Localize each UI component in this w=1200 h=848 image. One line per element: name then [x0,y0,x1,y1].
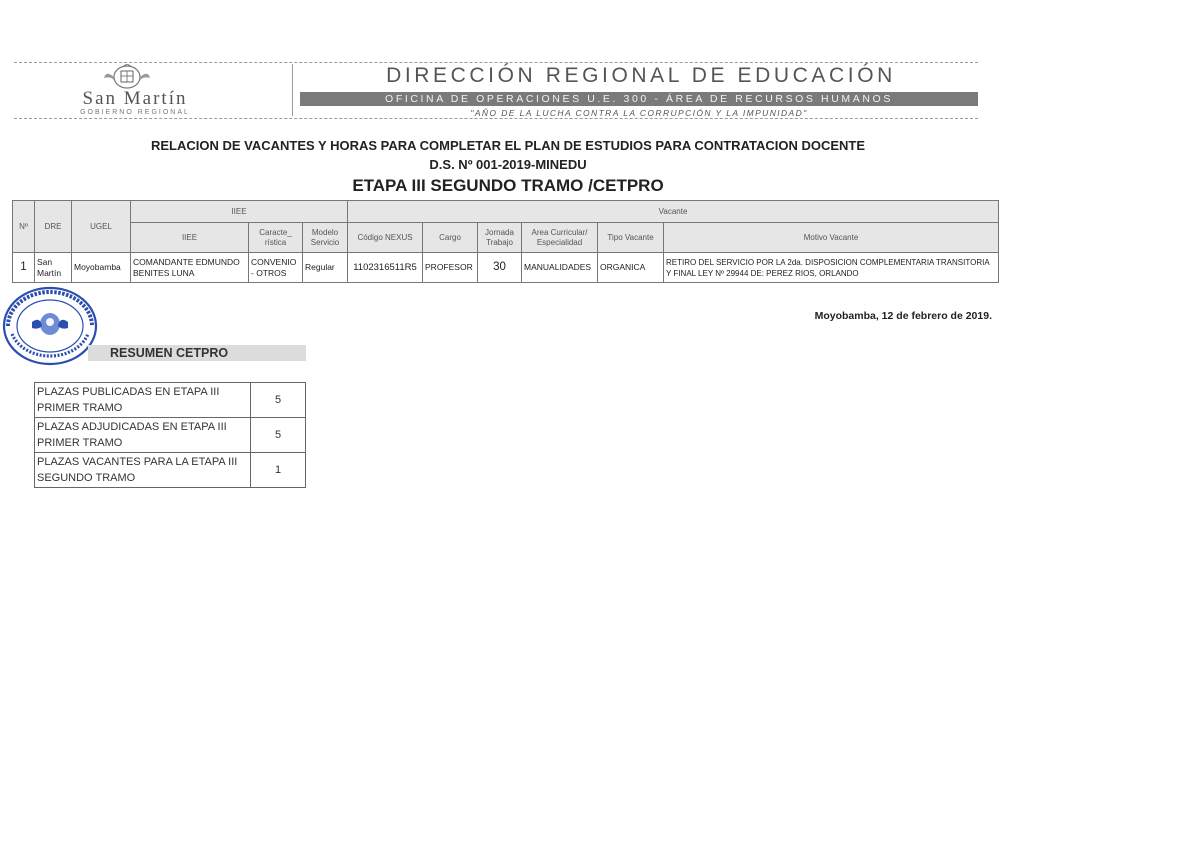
summary-label: PLAZAS PUBLICADAS EN ETAPA III PRIMER TRAMO [35,383,251,418]
summary-title: RESUMEN CETPRO [88,345,306,361]
summary-value: 1 [251,453,306,488]
summary-label: PLAZAS ADJUDICADAS EN ETAPA III PRIMER TRAMO [35,418,251,453]
header-vacante-group: Vacante [348,201,999,223]
header-modelo: Modelo Servicio [303,223,348,253]
cell-num: 1 [13,253,35,283]
cell-area: MANUALIDADES [522,253,598,283]
cell-ugel: Moyobamba [72,253,131,283]
header-iiee: IIEE [131,223,249,253]
header-dre: DRE [35,201,72,253]
header-divider [292,64,293,116]
header-ugel: UGEL [72,201,131,253]
table-header-row [13,223,999,253]
cell-dre: San Martín [35,253,72,283]
header-tipo: Tipo Vacante [598,223,664,253]
table-row [13,253,999,283]
summary-table [34,382,306,488]
summary-row [35,453,306,488]
summary-value: 5 [251,418,306,453]
cell-modelo: Regular [303,253,348,283]
header-bottom-rule [14,118,978,119]
table-header-row-group [13,201,999,223]
cell-jornada: 30 [478,253,522,283]
header-top-rule [14,62,978,63]
header-codigo: Código NEXUS [348,223,423,253]
document-title: RELACION DE VACANTES Y HORAS PARA COMPLETAR EL PLAN DE ESTUDIOS PARA CONTRATACION DOCENTE [150,138,866,153]
cell-tipo: ORGANICA [598,253,664,283]
cell-motivo: RETIRO DEL SERVICIO POR LA 2da. DISPOSICION COMPLEMENTARIA TRANSITORIA Y FINAL LEY Nº 29944 DE: PEREZ RIOS, ORLANDO [664,253,999,283]
cell-cargo: PROFESOR [423,253,478,283]
summary-row [35,383,306,418]
date-line: Moyobamba, 12 de febrero de 2019. [814,310,992,322]
header-area: Area Curricular/ Especialidad [522,223,598,253]
logo-subtitle: GOBIERNO REGIONAL [80,109,190,116]
decree-reference: D.S. Nº 001-2019-MINEDU [429,157,587,172]
header-iiee-group: IIEE [131,201,348,223]
summary-value: 5 [251,383,306,418]
header-cargo: Cargo [423,223,478,253]
summary-label: PLAZAS VACANTES PARA LA ETAPA III SEGUNDO TRAMO [35,453,251,488]
institution-title: DIRECCIÓN REGIONAL DE EDUCACIÓN [386,64,896,87]
summary-row [35,418,306,453]
header-num: Nº [13,201,35,253]
cell-caracteristica: CONVENIO - OTROS [249,253,303,283]
header-caracteristica: Caracte_ rística [249,223,303,253]
vacancies-table [12,200,999,283]
logo-name: San Martín [82,88,188,109]
coat-of-arms-icon [102,64,152,90]
stage-title: ETAPA III SEGUNDO TRAMO /CETPRO [352,176,664,195]
cell-iiee: COMANDANTE EDMUNDO BENITES LUNA [131,253,249,283]
year-motto: "AÑO DE LA LUCHA CONTRA LA CORRUPCIÓN Y LA IMPUNIDAD" [470,108,808,118]
cell-codigo: 1102316511R5 [348,253,423,283]
header-motivo: Motivo Vacante [664,223,999,253]
official-stamp-icon [2,286,98,366]
header-jornada: Jornada Trabajo [478,223,522,253]
san-martin-logo [50,64,220,116]
office-banner: OFICINA DE OPERACIONES U.E. 300 - ÁREA DE RECURSOS HUMANOS [300,92,978,106]
